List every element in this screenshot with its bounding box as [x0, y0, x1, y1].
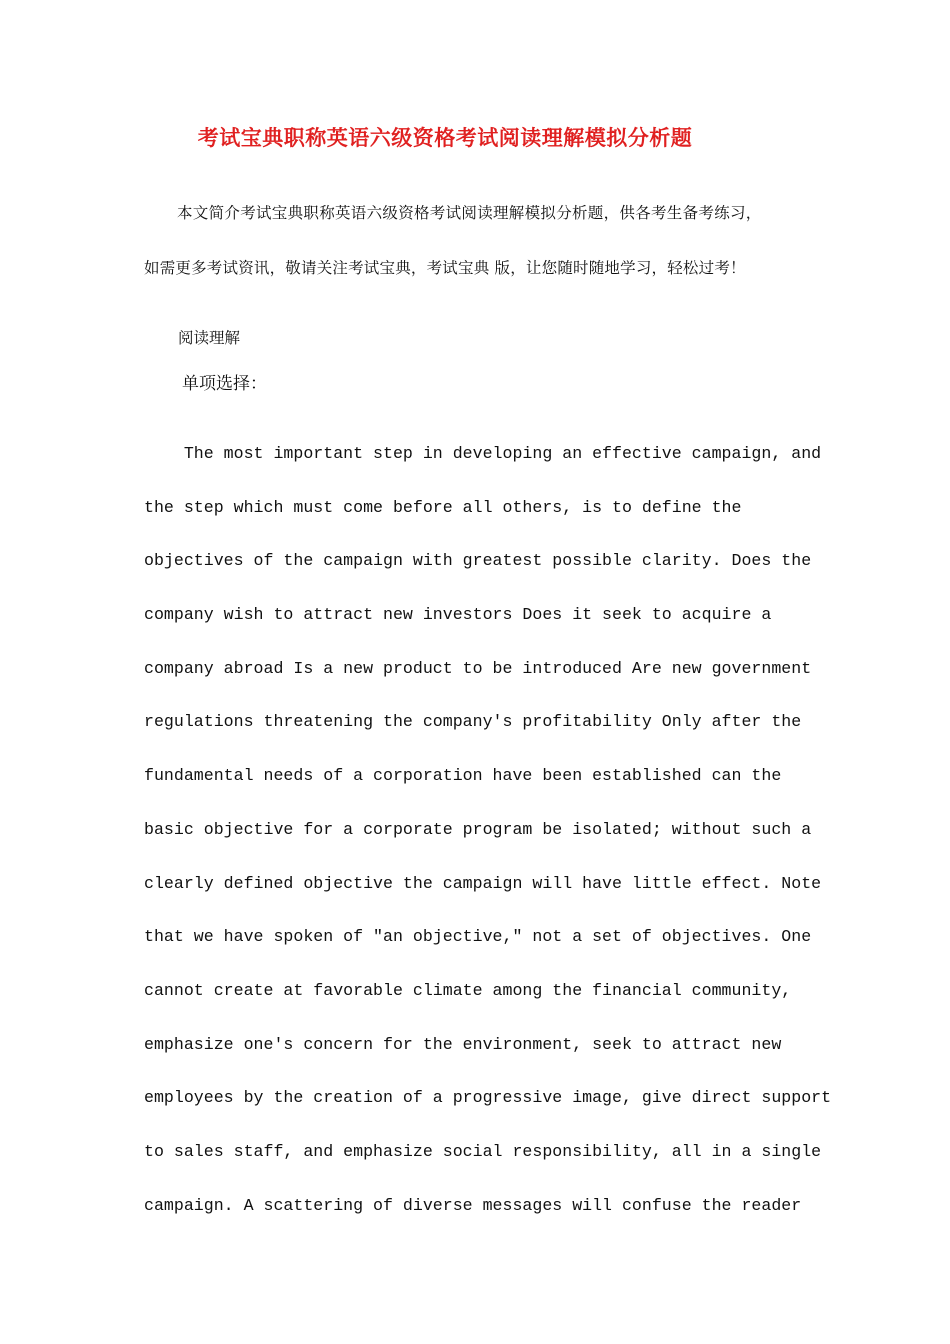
intro-line: 本文简介考试宝典职称英语六级资格考试阅读理解模拟分析题，供各考生备考练习，	[177, 204, 762, 222]
intro-line: 如需更多考试资讯，敬请关注考试宝典，考试宝典 版，让您随时随地学习，轻松过考！	[144, 259, 746, 277]
passage-line: company abroad Is a new product to be introduced Are new government	[144, 658, 812, 678]
passage-line: emphasize one's concern for the environment, seek to attract new	[144, 1034, 782, 1054]
intro-paragraph	[144, 196, 814, 285]
passage-line: clearly defined objective the campaign will have little effect. Note	[144, 873, 822, 893]
document-title: 考试宝典职称英语六级资格考试阅读理解模拟分析题	[197, 125, 693, 150]
section-subheading: 单项选择：	[182, 374, 267, 394]
passage-line: basic objective for a corporate program be isolated; without such a	[144, 819, 812, 839]
section-heading: 阅读理解	[178, 329, 241, 347]
passage-line: company wish to attract new investors Does it seek to acquire a	[144, 605, 772, 625]
passage-line: fundamental needs of a corporation have been established can the	[144, 766, 782, 786]
passage-line: The most important step in developing an effective campaign, and	[144, 444, 822, 463]
passage-line: campaign. A scattering of diverse messages will confuse the reader	[144, 1195, 802, 1215]
passage-line: to sales staff, and emphasize social responsibility, all in a single	[144, 1141, 822, 1161]
passage-line: that we have spoken of "an objective," not a set of objectives. One	[144, 927, 812, 947]
passage-line: regulations threatening the company's profitability Only after the	[144, 712, 802, 732]
passage-line: cannot create at favorable climate among the financial community,	[144, 980, 792, 1000]
passage-line: employees by the creation of a progressive image, give direct support	[144, 1088, 832, 1108]
passage-line: the step which must come before all others, is to define the	[144, 497, 742, 517]
reading-passage	[144, 439, 832, 1244]
passage-line: objectives of the campaign with greatest possible clarity. Does the	[144, 551, 812, 571]
